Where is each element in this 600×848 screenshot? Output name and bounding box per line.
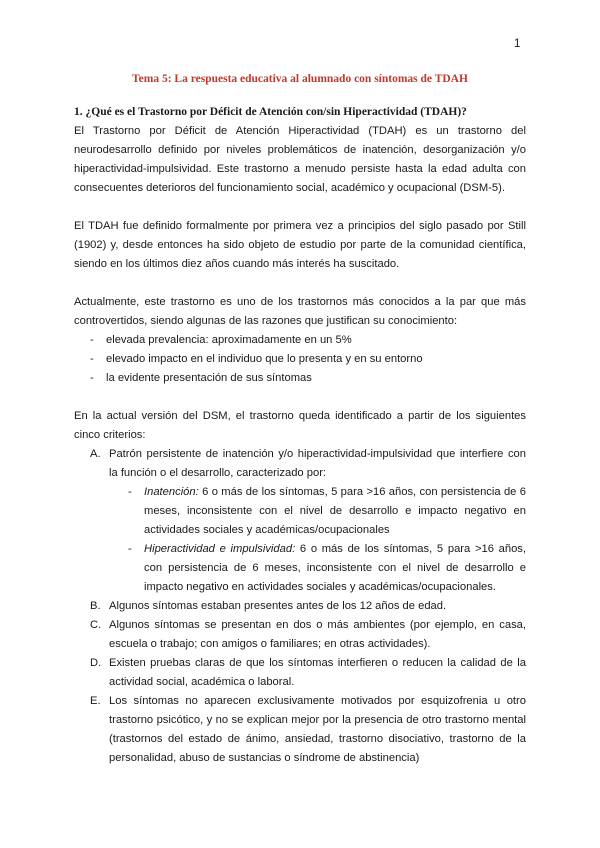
list-item: - elevada prevalencia: aproximadamente en un 5% [74,331,526,350]
criterion-e [74,692,526,768]
criterion-c [74,616,526,654]
sub-item-inattention [109,483,526,540]
criterion-letter: E. [90,695,101,707]
page-number: 1 [514,38,521,50]
criterion-a [74,445,526,597]
criterion-d [74,654,526,692]
criterion-text: Patrón persistente de inatención y/o hiperactividad-impulsividad que interfiere con la función o el desarrollo, caracterizado por: [109,448,526,479]
paragraph-history: El TDAH fue definido formalmente por primera vez a principios del siglo pasado por Still (1902) y, desde entonces ha sido objeto de estudio por parte de la comunidad científica, siendo en los últimos diez años cuando más interés ha suscitado. [74,220,526,270]
criteria-list [74,445,526,768]
sub-item-text: 6 o más de los síntomas, 5 para >16 años, con persistencia de 6 meses, inconsistente con el nivel de desarrollo e impacto negativo en actividades sociales y académicas/ocupacionales [144,486,526,536]
document-title: Tema 5: La respuesta educativa al alumnado con síntomas de TDAH [132,73,468,85]
criterion-letter: B. [90,600,101,612]
paragraph-definition: El Trastorno por Déficit de Atención Hiperactividad (TDAH) es un trastorno del neurodesarrollo definido por niveles problemáticos de inatención, desorganización y/o hiperactividad-impulsividad. Este trastorno a menudo persiste hasta la edad adulta con consecuentes deterioros del funcionamiento social, académico y ocupacional (DSM-5). [74,125,526,194]
document-body [74,103,526,768]
section-heading: 1. ¿Qué es el Trastorno por Déficit de Atención con/sin Hiperactividad (TDAH)? [74,106,467,118]
sub-item-label: Inatención: [144,486,199,498]
criterion-letter: D. [90,657,102,669]
criterion-text: Los síntomas no aparecen exclusivamente motivados por esquizofrenia u otro trastorno psicótico, y no se explican mejor por la presencia de otro trastorno mental (trastornos del estado de ánimo, ansiedad, trastorno disociativo, trastorno de la personalidad, abuso de sustancias o síndrome de abstinencia) [109,695,526,764]
criterion-text: Algunos síntomas se presentan en dos o más ambientes (por ejemplo, en casa, escuela o trabajo; con amigos o familiares; en otras actividades). [109,619,526,650]
criterion-letter: C. [90,619,102,631]
paragraph-criteria-intro: En la actual versión del DSM, el trastorno queda identificado a partir de los siguientes cinco criterios: [74,410,526,441]
criterion-a-sublist [109,483,526,597]
criterion-text: Algunos síntomas estaban presentes antes de los 12 años de edad. [109,600,447,612]
sub-item-label: Hiperactividad e impulsividad: [144,543,296,555]
sub-item-hyperactivity [109,540,526,597]
paragraph-reasons-intro: Actualmente, este trastorno es uno de los trastornos más conocidos a la par que más controvertidos, siendo algunas de las razones que justifican su conocimiento: [74,296,526,327]
reasons-list [74,331,526,388]
criterion-b [74,597,526,616]
criterion-letter: A. [90,448,101,460]
list-item: - la evidente presentación de sus síntomas [74,369,526,388]
criterion-text: Existen pruebas claras de que los síntomas interfieren o reducen la calidad de la actividad social, académica o laboral. [109,657,526,688]
list-item: - elevado impacto en el individuo que lo presenta y en su entorno [74,350,526,369]
sub-item-text: 6 o más de los síntomas, 5 para >16 años, con persistencia de 6 meses, inconsistente con el nivel de desarrollo e impacto negativo en actividades sociales y académicas/ocupacionales. [144,543,526,593]
